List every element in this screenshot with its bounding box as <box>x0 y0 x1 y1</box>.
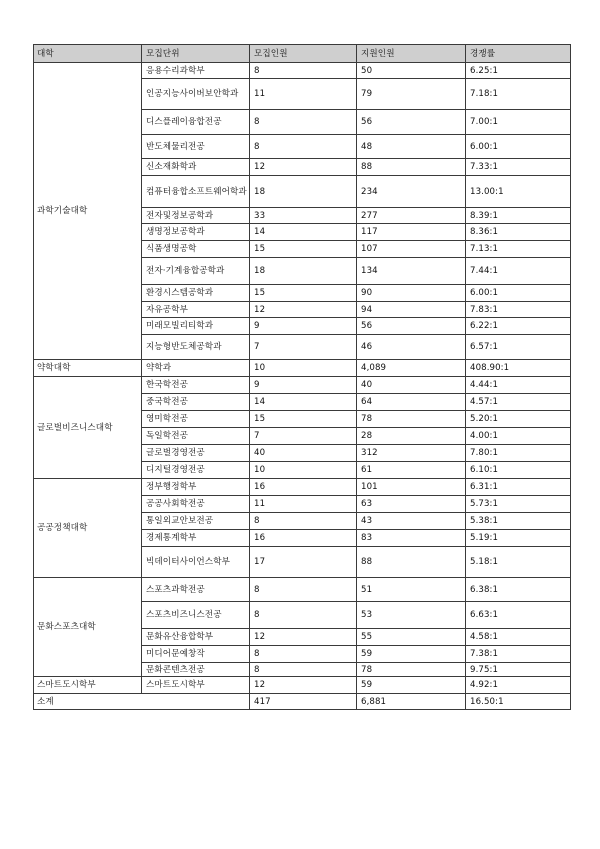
unit-cell: 글로벌경영전공 <box>142 445 250 462</box>
applicants-cell: 90 <box>357 285 466 302</box>
applicants-cell: 50 <box>357 63 466 79</box>
applicants-cell: 94 <box>357 302 466 318</box>
quota-cell: 14 <box>250 394 357 411</box>
ratio-cell: 6.31:1 <box>466 479 571 496</box>
ratio-cell: 7.00:1 <box>466 110 571 135</box>
applicants-cell: 28 <box>357 428 466 445</box>
ratio-cell: 6.57:1 <box>466 335 571 360</box>
unit-cell: 스마트도시학부 <box>142 677 250 694</box>
ratio-cell: 6.10:1 <box>466 462 571 479</box>
applicants-cell: 134 <box>357 258 466 285</box>
applicants-cell: 59 <box>357 646 466 663</box>
total-quota: 417 <box>250 694 357 710</box>
applicants-cell: 107 <box>357 241 466 258</box>
unit-cell: 스포츠과학전공 <box>142 578 250 602</box>
header-college: 대학 <box>34 45 142 63</box>
quota-cell: 33 <box>250 208 357 224</box>
applicants-cell: 59 <box>357 677 466 694</box>
quota-cell: 8 <box>250 602 357 629</box>
quota-cell: 9 <box>250 318 357 335</box>
ratio-cell: 7.44:1 <box>466 258 571 285</box>
unit-cell: 자유공학부 <box>142 302 250 318</box>
unit-cell: 생명정보공학과 <box>142 224 250 241</box>
total-label: 소계 <box>34 694 250 710</box>
table-row <box>34 578 571 602</box>
quota-cell: 11 <box>250 79 357 110</box>
ratio-cell: 6.38:1 <box>466 578 571 602</box>
unit-cell: 응용수리과학부 <box>142 63 250 79</box>
unit-cell: 중국학전공 <box>142 394 250 411</box>
unit-cell: 미디어문예창작 <box>142 646 250 663</box>
unit-cell: 반도체물리전공 <box>142 135 250 159</box>
quota-cell: 18 <box>250 258 357 285</box>
applicants-cell: 56 <box>357 110 466 135</box>
ratio-cell: 4.44:1 <box>466 377 571 394</box>
unit-cell: 지능형반도체공학과 <box>142 335 250 360</box>
ratio-cell: 6.25:1 <box>466 63 571 79</box>
ratio-cell: 6.22:1 <box>466 318 571 335</box>
total-ratio: 16.50:1 <box>466 694 571 710</box>
ratio-cell: 408.90:1 <box>466 360 571 377</box>
table-body <box>34 45 571 710</box>
table-row <box>34 677 571 694</box>
header-unit: 모집단위 <box>142 45 250 63</box>
ratio-cell: 5.73:1 <box>466 496 571 513</box>
unit-cell: 통일외교안보전공 <box>142 513 250 530</box>
college-cell: 공공정책대학 <box>34 479 142 578</box>
table-row <box>34 479 571 496</box>
quota-cell: 10 <box>250 360 357 377</box>
ratio-cell: 5.18:1 <box>466 547 571 578</box>
unit-cell: 경제통계학부 <box>142 530 250 547</box>
unit-cell: 문화유산융합학부 <box>142 629 250 646</box>
applicants-cell: 55 <box>357 629 466 646</box>
unit-cell: 빅데이터사이언스학부 <box>142 547 250 578</box>
header-row <box>34 45 571 63</box>
ratio-cell: 4.92:1 <box>466 677 571 694</box>
ratio-cell: 13.00:1 <box>466 176 571 208</box>
table-row <box>34 360 571 377</box>
unit-cell: 공공사회학전공 <box>142 496 250 513</box>
applicants-cell: 79 <box>357 79 466 110</box>
applicants-cell: 117 <box>357 224 466 241</box>
table-row <box>34 377 571 394</box>
unit-cell: 독일학전공 <box>142 428 250 445</box>
applicants-cell: 277 <box>357 208 466 224</box>
quota-cell: 12 <box>250 629 357 646</box>
applicants-cell: 312 <box>357 445 466 462</box>
ratio-cell: 4.57:1 <box>466 394 571 411</box>
ratio-cell: 6.63:1 <box>466 602 571 629</box>
quota-cell: 12 <box>250 159 357 176</box>
applicants-cell: 53 <box>357 602 466 629</box>
quota-cell: 7 <box>250 335 357 360</box>
applicants-cell: 64 <box>357 394 466 411</box>
unit-cell: 전자·기계융합공학과 <box>142 258 250 285</box>
unit-cell: 식품생명공학 <box>142 241 250 258</box>
unit-cell: 문화콘텐츠전공 <box>142 663 250 677</box>
college-cell: 스마트도시학부 <box>34 677 142 694</box>
quota-cell: 8 <box>250 513 357 530</box>
ratio-cell: 7.83:1 <box>466 302 571 318</box>
ratio-cell: 7.80:1 <box>466 445 571 462</box>
ratio-cell: 8.36:1 <box>466 224 571 241</box>
quota-cell: 14 <box>250 224 357 241</box>
total-row <box>34 694 571 710</box>
unit-cell: 환경시스템공학과 <box>142 285 250 302</box>
college-cell: 글로벌비즈니스대학 <box>34 377 142 479</box>
quota-cell: 15 <box>250 285 357 302</box>
applicants-cell: 88 <box>357 547 466 578</box>
ratio-cell: 5.19:1 <box>466 530 571 547</box>
unit-cell: 디스플레이융합전공 <box>142 110 250 135</box>
ratio-cell: 7.13:1 <box>466 241 571 258</box>
unit-cell: 한국학전공 <box>142 377 250 394</box>
quota-cell: 8 <box>250 135 357 159</box>
ratio-cell: 9.75:1 <box>466 663 571 677</box>
header-quota: 모집인원 <box>250 45 357 63</box>
header-ratio: 경쟁률 <box>466 45 571 63</box>
applicants-cell: 56 <box>357 318 466 335</box>
ratio-cell: 4.00:1 <box>466 428 571 445</box>
applicants-cell: 63 <box>357 496 466 513</box>
quota-cell: 17 <box>250 547 357 578</box>
ratio-cell: 7.33:1 <box>466 159 571 176</box>
unit-cell: 인공지능사이버보안학과 <box>142 79 250 110</box>
quota-cell: 8 <box>250 663 357 677</box>
applicants-cell: 78 <box>357 663 466 677</box>
applicants-cell: 234 <box>357 176 466 208</box>
unit-cell: 정부행정학부 <box>142 479 250 496</box>
quota-cell: 8 <box>250 110 357 135</box>
unit-cell: 미래모빌리티학과 <box>142 318 250 335</box>
unit-cell: 전자및정보공학과 <box>142 208 250 224</box>
quota-cell: 40 <box>250 445 357 462</box>
applicants-cell: 101 <box>357 479 466 496</box>
applicants-cell: 40 <box>357 377 466 394</box>
quota-cell: 12 <box>250 302 357 318</box>
quota-cell: 9 <box>250 377 357 394</box>
applicants-cell: 83 <box>357 530 466 547</box>
quota-cell: 8 <box>250 646 357 663</box>
quota-cell: 10 <box>250 462 357 479</box>
applicants-cell: 88 <box>357 159 466 176</box>
applicants-cell: 61 <box>357 462 466 479</box>
ratio-cell: 6.00:1 <box>466 135 571 159</box>
quota-cell: 7 <box>250 428 357 445</box>
unit-cell: 약학과 <box>142 360 250 377</box>
college-cell: 과학기술대학 <box>34 63 142 360</box>
unit-cell: 스포츠비즈니스전공 <box>142 602 250 629</box>
quota-cell: 11 <box>250 496 357 513</box>
header-applicants: 지원인원 <box>357 45 466 63</box>
unit-cell: 디지털경영전공 <box>142 462 250 479</box>
unit-cell: 영미학전공 <box>142 411 250 428</box>
college-cell: 약학대학 <box>34 360 142 377</box>
quota-cell: 16 <box>250 530 357 547</box>
applicants-cell: 4,089 <box>357 360 466 377</box>
admission-table <box>33 44 571 710</box>
applicants-cell: 46 <box>357 335 466 360</box>
quota-cell: 15 <box>250 411 357 428</box>
ratio-cell: 4.58:1 <box>466 629 571 646</box>
quota-cell: 15 <box>250 241 357 258</box>
total-applicants: 6,881 <box>357 694 466 710</box>
applicants-cell: 78 <box>357 411 466 428</box>
table-row <box>34 63 571 79</box>
unit-cell: 신소재화학과 <box>142 159 250 176</box>
unit-cell: 컴퓨터융합소프트웨어학과 <box>142 176 250 208</box>
applicants-cell: 51 <box>357 578 466 602</box>
ratio-cell: 8.39:1 <box>466 208 571 224</box>
ratio-cell: 5.38:1 <box>466 513 571 530</box>
quota-cell: 18 <box>250 176 357 208</box>
applicants-cell: 48 <box>357 135 466 159</box>
ratio-cell: 7.38:1 <box>466 646 571 663</box>
ratio-cell: 7.18:1 <box>466 79 571 110</box>
quota-cell: 8 <box>250 63 357 79</box>
quota-cell: 12 <box>250 677 357 694</box>
college-cell: 문화스포츠대학 <box>34 578 142 677</box>
quota-cell: 16 <box>250 479 357 496</box>
ratio-cell: 5.20:1 <box>466 411 571 428</box>
quota-cell: 8 <box>250 578 357 602</box>
ratio-cell: 6.00:1 <box>466 285 571 302</box>
applicants-cell: 43 <box>357 513 466 530</box>
